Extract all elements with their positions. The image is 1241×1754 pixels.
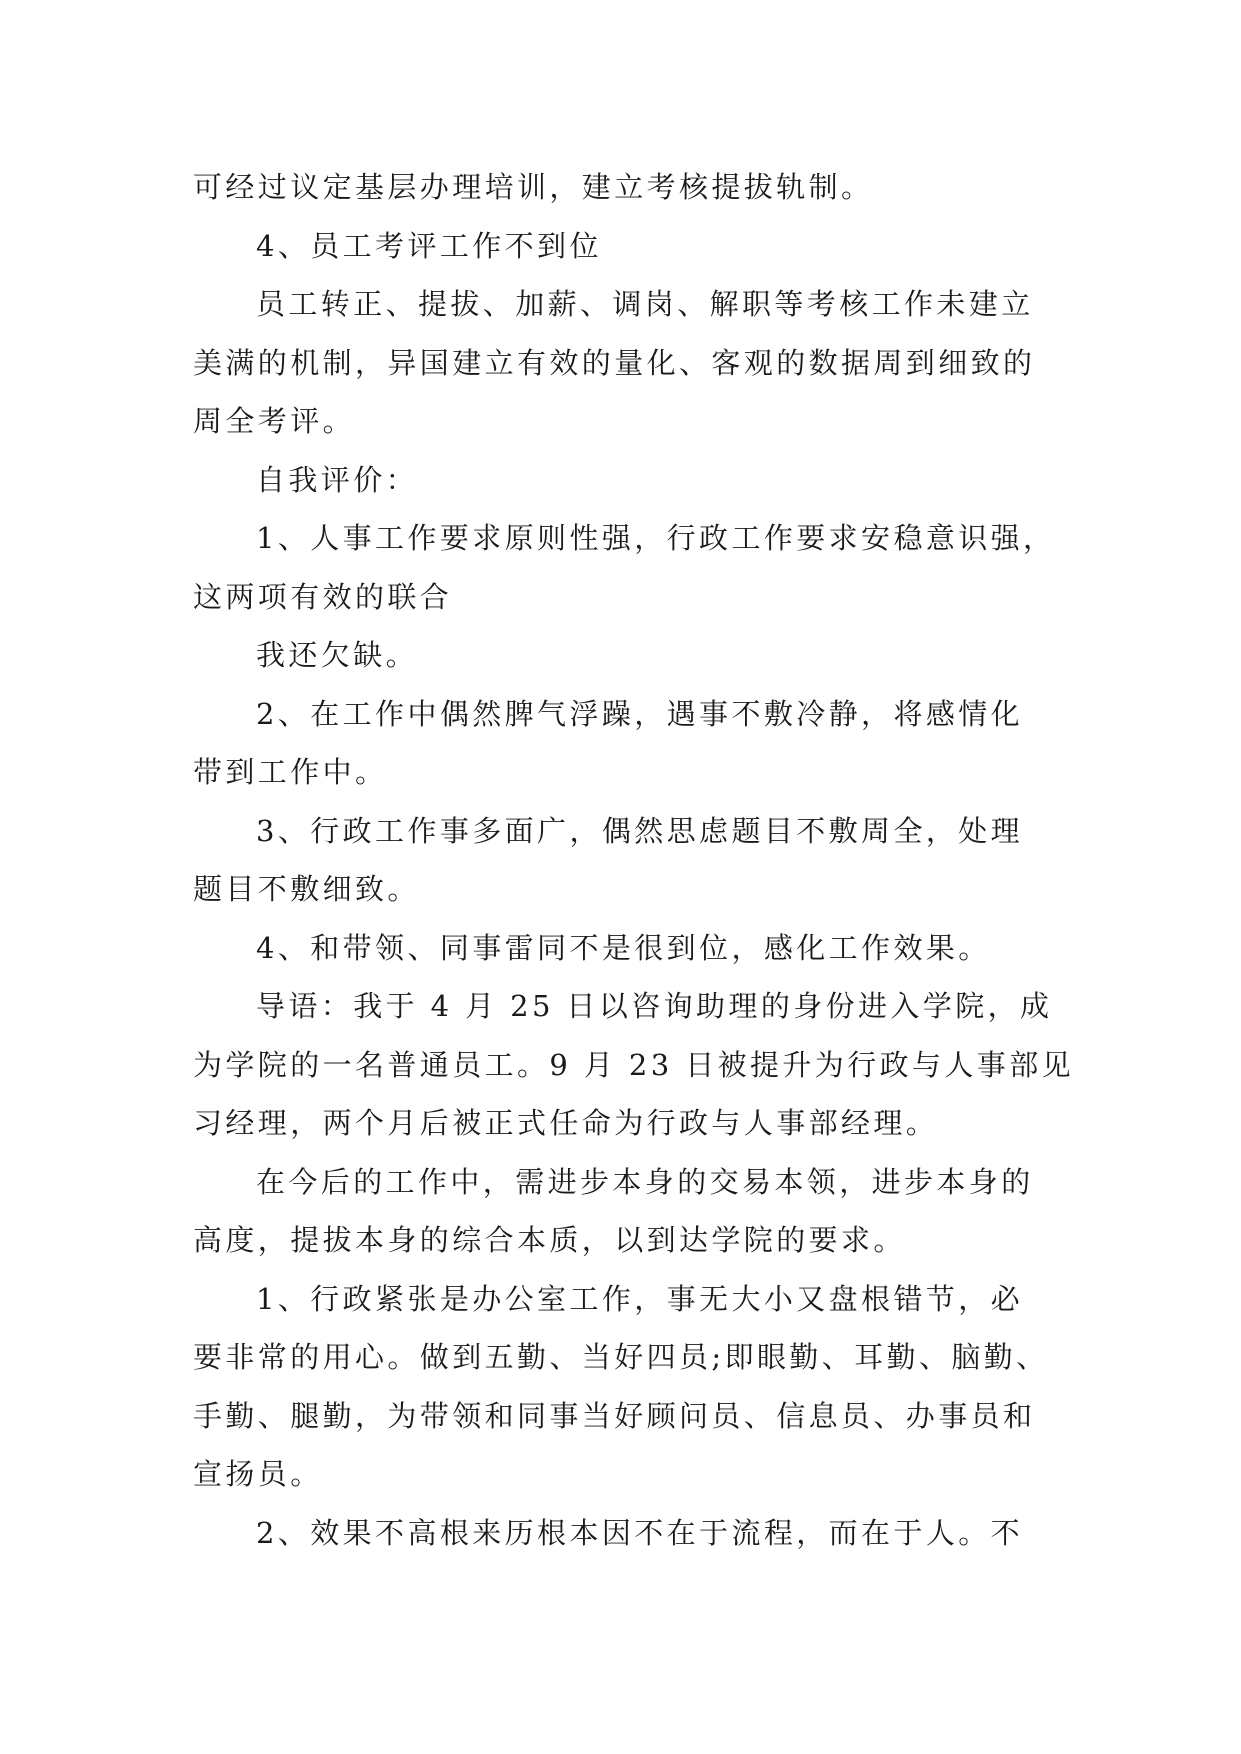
text-line: 3、行政工作事多面广，偶然思虑题目不敷周全，处理 [256, 813, 1024, 848]
text-line: 带到工作中。 [193, 755, 388, 789]
document-body [193, 158, 1075, 1562]
text-line: 为学院的一名普通员工。9 月 23 日被提升为行政与人事部见 [193, 1047, 1075, 1082]
text-line: 高度，提拔本身的综合本质，以到达学院的要求。 [193, 1223, 906, 1257]
text-line: 要非常的用心。做到五勤、当好四员;即眼勤、耳勤、脑勤、 [193, 1340, 1049, 1374]
text-line: 手勤、腿勤，为带领和同事当好顾问员、信息员、办事员和 [193, 1398, 1036, 1433]
text-line: 1、人事工作要求原则性强，行政工作要求安稳意识强， [256, 521, 1056, 555]
text-line: 周全考评。 [193, 404, 356, 438]
text-line: 员工转正、提拔、加薪、调岗、解职等考核工作未建立 [256, 287, 1034, 321]
text-line: 4、员工考评工作不到位 [256, 228, 602, 263]
text-line: 4、和带领、同事雷同不是很到位，感化工作效果。 [256, 930, 991, 965]
text-line: 2、效果不高根来历根本因不在于流程，而在于人。不 [256, 1515, 1024, 1550]
text-line: 导语：我于 4 月 25 日以咨询助理的身份进入学院，成 [256, 989, 1053, 1023]
text-line: 在今后的工作中，需进步本身的交易本领，进步本身的 [256, 1164, 1034, 1199]
text-line: 这两项有效的联合 [193, 579, 453, 614]
text-line: 宣扬员。 [193, 1457, 323, 1491]
text-line: 自我评价： [256, 462, 419, 497]
text-line: 题目不敷细致。 [193, 872, 420, 906]
text-line: 可经过议定基层办理培训，建立考核提拔轨制。 [193, 170, 874, 204]
text-line: 2、在工作中偶然脾气浮躁，遇事不敷冷静，将感情化 [256, 696, 1024, 731]
text-line: 我还欠缺。 [256, 638, 419, 672]
text-line: 习经理，两个月后被正式任命为行政与人事部经理。 [193, 1106, 939, 1140]
text-line: 美满的机制，异国建立有效的量化、客观的数据周到细致的 [193, 345, 1036, 380]
text-line: 1、行政紧张是办公室工作，事无大小又盘根错节，必 [256, 1281, 1024, 1316]
